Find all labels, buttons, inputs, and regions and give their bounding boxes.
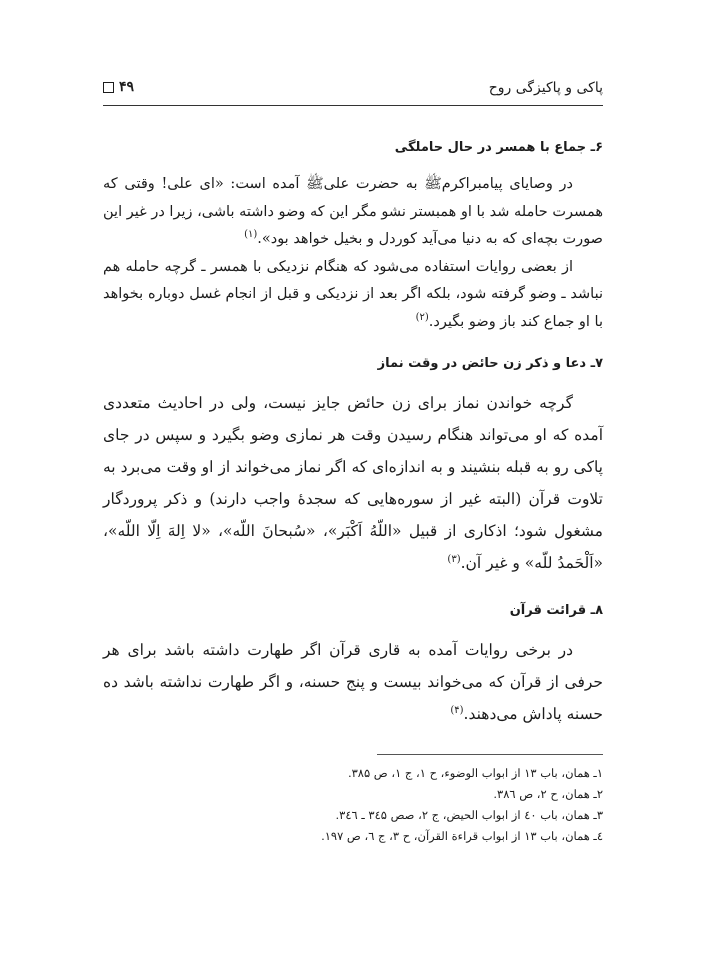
footnote-ref: (۴) [450,704,464,716]
footnote: ۲ـ همان، ح ۲، ص ۳۸٦. [493,787,603,801]
footnote-separator [377,754,603,755]
paragraph: در برخی روایات آمده به قاری قرآن اگر طهارت داشته باشد برای هر حرفی از قرآن که می‌خواند بیست و پنج حسنه، و اگر طهارت نداشته باشد ده حسنه پاداش می‌دهند.$^{(۴)}$ [103,641,603,723]
paragraph: از بعضی روایات استفاده می‌شود که هنگام نزدیکی با همسر ـ گرچه حامله هم نباشد ـ وضو گرفته شود، بلکه اگر بعد از نزدیکی و قبل از انجام غسل دوباره بخواهد با او جماع کند باز وضو بگیرد.$^{(۲)}$ [103,258,603,330]
page-header [103,68,603,104]
footnote-ref: (۱) [244,229,258,241]
footnote: ۱ـ همان، باب ۱۳ از ابواب الوضوء، ح ۱، ج ۱، ص ۳۸۵. [347,766,603,780]
page-body [103,140,603,847]
paragraph: در وصایای پیامبراکرمﷺ به حضرت علی‌ﷺ آمده است: «ای علی! وقتی که همسرت حامله شد با او همبستر نشو مگر این که وضو داشته باشی، زیرا در غیر این صورت بچه‌ای که به دنیا می‌آید کوردل و بخیل خواهد بود».$^{(۱)}$ [103,176,603,247]
section-heading: ۷ـ دعا و ذکر زن حائض در وقت نماز [377,356,603,371]
footnotes [103,763,603,847]
section-7 [103,356,603,579]
footnote-ref: (۲) [415,311,429,323]
running-title: پاکی و پاکیزگی روح [488,80,603,96]
page-number-value: ۴۹ [119,79,135,95]
square-icon [103,82,114,93]
paragraph: گرچه خواندن نماز برای زن حائض جایز نیست، ولی در احادیث متعددی آمده که او می‌تواند هنگام رسیدن وقت هر نمازی وضو بگیرد و سپس در جای پاکی رو به قبله بنشیند و به اندازه‌ای که اگر نماز می‌خواند از او وقت می‌برد به تلاوت قرآن (البته غیر از سوره‌هایی که سجدهٔ واجب دارند) و ذکر پروردگار مشغول شود؛ اذکاری از قبیل «اللّهُ اَکْبَر»، «سُبحانَ اللّه»، «لا اِلهَ اِلّا اللّه»، «اَلْحَمدُ للّه» و غیر آن.$^{(۳)}$ [103,394,603,572]
section-heading: ۶ـ جماع با همسر در حال حاملگی [394,140,603,155]
footnote: ٤ـ همان، باب ۱۳ از ابواب قراءة القرآن، ح ۳، ج ٦، ص ۱۹۷. [321,829,603,843]
footnote-ref: (۳) [447,553,461,565]
section-6 [103,140,603,336]
footnote: ۳ـ همان، باب ٤۰ از ابواب الحیض، ج ۲، صص ۳٤۵ ـ ۳٤٦. [335,808,603,822]
section-heading: ۸ـ قرائت قرآن [509,603,603,618]
header-rule [103,105,603,106]
page-number [103,79,134,95]
section-8 [103,603,603,730]
